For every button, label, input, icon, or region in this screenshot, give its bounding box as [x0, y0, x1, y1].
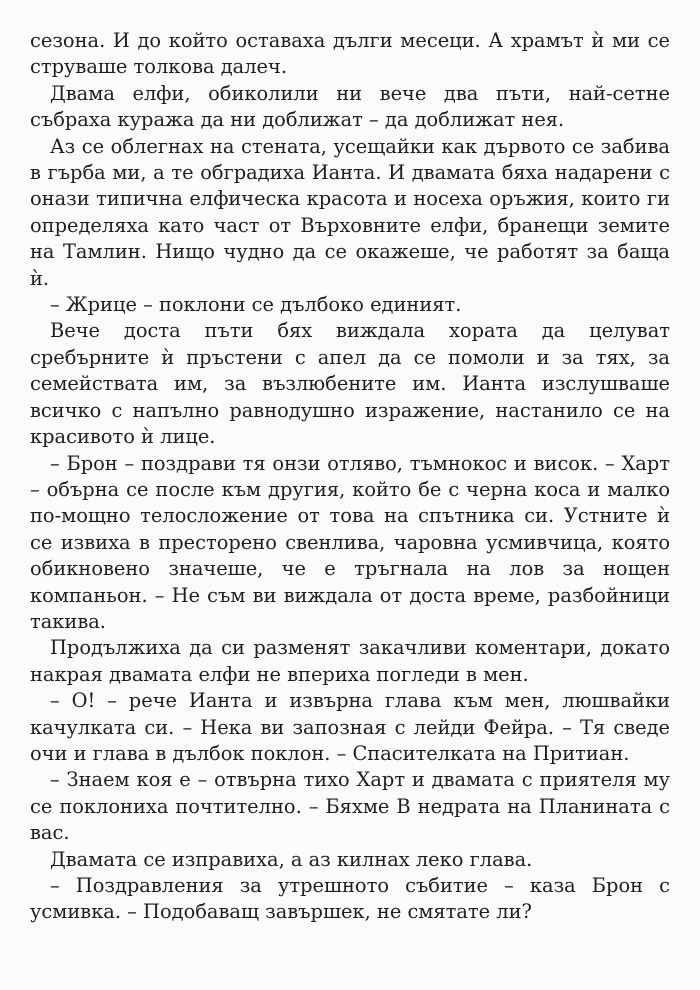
paragraph: сезона. И до който оставаха дълги месеци. А храмът ѝ ми се струваше толкова далеч.: [30, 29, 670, 79]
paragraph: – Жрице – поклони се дълбоко единият.: [50, 293, 462, 317]
page-text: [30, 28, 670, 926]
paragraph: Аз се облегнах на стената, усещайки как дървото се забива в гърба ми, а те обградиха Ианта. И двамата бяха надарени с онази типична елфическа красота и носеха оръжия, които ги определяха като част от Върховните елфи, бранещи земите на Тамлин. Нищо чудно да се окажеше, че работят за баща ѝ.: [30, 134, 670, 290]
paragraph: Продължиха да си разменят закачливи коментари, докато накрая двамата елфи не впериха погледи в мен.: [30, 636, 670, 686]
paragraph: – Брон – поздрави тя онзи отляво, тъмнокос и висок. – Харт – обърна се после към другия, който бе с черна коса и малко по-мощно телосложение от това на спътника си. Устните ѝ се извиха в престорено свенлива, чаровна усмивчица, която обикновено значеше, че е тръгнала на лов за нощен компаньон. – Не съм ви виждала от доста време, разбойници такива.: [30, 451, 670, 633]
paragraph: – О! – рече Ианта и извърна глава към мен, люшвайки качулката си. – Нека ви запозная с лейди Фейра. – Тя сведе очи и глава в дълбок поклон. – Спасителката на Притиан.: [30, 689, 670, 765]
paragraph: Двама елфи, обиколили ни вече два пъти, най-сетне събраха куража да ни доближат – да доближат нея.: [30, 81, 670, 132]
paragraph: Двамата се изправиха, а аз килнах леко глава.: [50, 847, 533, 871]
paragraph: – Поздравления за утрешното събитие – каза Брон с усмивка. – Подобаващ завършек, не смятате ли?: [30, 874, 670, 924]
paragraph: – Знаем коя е – отвърна тихо Харт и двамата с приятеля му се поклониха почтително. – Бяхме В недрата на Планината с вас.: [30, 768, 670, 845]
paragraph: Вече доста пъти бях виждала хората да целуват сребърните ѝ пръстени с апел да се помоли и за тях, за семействата им, за възлюбените им. Ианта изслушваше всичко с напълно равнодушно изражение, настанило се на красивото ѝ лице.: [30, 319, 670, 449]
